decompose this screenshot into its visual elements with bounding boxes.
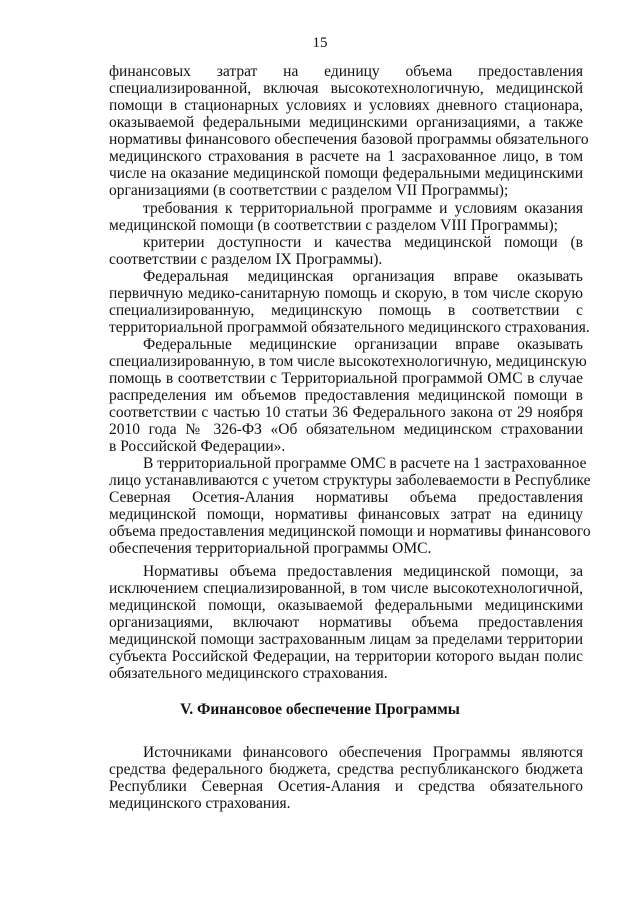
text-line: медицинской помощи, оказываемой федеральными медицинскими bbox=[109, 597, 583, 614]
text-line: средства федерального бюджета, средства республиканского бюджета bbox=[109, 761, 583, 778]
text-line: организациями, включают нормативы объема предоставления bbox=[109, 614, 583, 631]
paragraph-volume-norms bbox=[109, 563, 583, 682]
text-line: в Российской Федерации». bbox=[109, 438, 286, 455]
text-line: Нормативы объема предоставления медицинской помощи, за bbox=[143, 563, 583, 580]
text-line: специализированной, включая высокотехнологичную, медицинской bbox=[109, 80, 583, 97]
text-line: числе на оказание медицинской помощи федеральными медицинскими bbox=[109, 165, 583, 182]
paragraph-criteria bbox=[109, 234, 583, 268]
text-line: обеспечения территориальной программы ОМС. bbox=[109, 540, 432, 557]
text-line: соответствии с разделом IX Программы). bbox=[109, 251, 383, 268]
text-line: Республики Северная Осетия-Алания и средства обязательного bbox=[109, 778, 583, 795]
text-line: медицинской помощи, нормативы финансовых затрат на единицу bbox=[109, 506, 583, 523]
text-line: специализированную, медицинскую помощь в соответствии с bbox=[109, 302, 583, 319]
text-line: медицинского страхования в расчете на 1 засрахованное лицо, в том bbox=[109, 148, 583, 165]
text-line: помощи в стационарных условиях и условиях дневного стационара, bbox=[109, 97, 583, 114]
text-line: нормативы финансового обеспечения базовой программы обязательного bbox=[109, 131, 589, 148]
text-line: субъекта Российской Федерации, на территории которого выдан полис bbox=[109, 648, 583, 665]
text-line: исключением специализированной, в том числе высокотехнологичной, bbox=[109, 580, 583, 597]
text-line: специализированную, в том числе высокотехнологичную, медицинскую bbox=[109, 353, 587, 370]
page-number: 15 bbox=[312, 35, 328, 51]
text-line: лицо устанавливаются с учетом структуры заболеваемости в Республике bbox=[109, 472, 591, 489]
text-line: помощь в соответствии с Территориальной программой ОМС в случае bbox=[109, 370, 583, 387]
paragraph-funding-sources bbox=[109, 744, 583, 812]
text-line: требования к территориальной программе и условиям оказания bbox=[143, 200, 583, 217]
section-heading: V. Финансовое обеспечение Программы bbox=[180, 701, 460, 718]
text-line: оказываемой федеральными медицинскими организациями, а также bbox=[109, 114, 583, 131]
text-line: Северная Осетия-Алания нормативы объема предоставления bbox=[109, 489, 583, 506]
text-line: соответствии с частью 10 статьи 36 Федерального закона от 29 ноября bbox=[109, 404, 583, 421]
paragraph-requirements bbox=[109, 200, 583, 234]
text-line: обязательного медицинского страхования. bbox=[109, 665, 388, 682]
text-line: организациями (в соответствии с разделом VII Программы); bbox=[109, 182, 509, 199]
text-line: медицинской помощи (в соответствии с разделом VIII Программы); bbox=[109, 217, 558, 234]
text-line: В территориальной программе ОМС в расчете на 1 застрахованное bbox=[143, 455, 587, 472]
text-line: первичную медико-санитарную помощь и скорую, в том числе скорую bbox=[109, 285, 583, 302]
text-line: территориальной программой обязательного медицинского страхования. bbox=[109, 319, 590, 336]
text-line: Источниками финансового обеспечения Программы являются bbox=[143, 744, 583, 761]
text-line: финансовых затрат на единицу объема предоставления bbox=[109, 63, 583, 80]
text-line: Федеральная медицинская организация вправе оказывать bbox=[143, 268, 583, 285]
text-line: объема предоставления медицинской помощи и нормативы финансового bbox=[109, 523, 591, 540]
text-line: 2010 года № 326-ФЗ «Об обязательном медицинском страховании bbox=[109, 421, 583, 438]
paragraph-financial-norms bbox=[109, 63, 589, 199]
text-line: критерии доступности и качества медицинской помощи (в bbox=[143, 234, 583, 251]
paragraph-federal-organization bbox=[109, 268, 590, 336]
text-line: Федеральные медицинские организации вправе оказывать bbox=[143, 336, 583, 353]
text-line: медицинского страхования. bbox=[109, 795, 291, 812]
text-line: медицинской помощи застрахованным лицам за пределами территории bbox=[109, 631, 583, 648]
text-line: распределения им объемов предоставления медицинской помощи в bbox=[109, 387, 583, 404]
paragraph-territorial-program bbox=[109, 455, 591, 557]
paragraph-federal-organizations-specialized bbox=[109, 336, 587, 455]
